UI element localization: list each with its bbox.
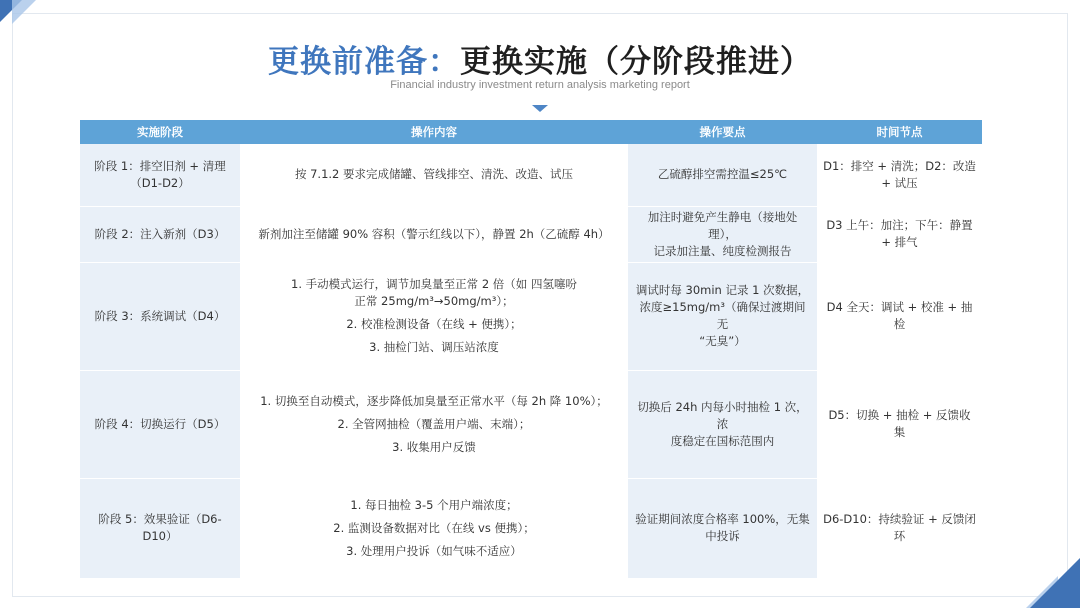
key-point-text: 加注时避免产生静电（接地处理）， — [647, 209, 798, 241]
time-text: D3 上午：加注；下午：静置 — [826, 218, 973, 232]
stage-cell — [80, 262, 240, 370]
time-cell — [817, 478, 982, 578]
key-point-text: 乙硫醇排空需控温≤25℃ — [657, 167, 788, 182]
content-item: 3. 收集用户反馈 — [392, 439, 476, 454]
table-header-row — [80, 120, 982, 144]
content-item: 1. 切换至自动模式，逐步降低加臭量至正常水平（每 2h 降 10%）； — [260, 393, 608, 408]
content-item: 3. 抽检门站、调压站浓度 — [369, 340, 499, 354]
page-title-main: 更换实施（分阶段推进） — [460, 44, 812, 80]
time-text: D5：切换 + 抽检 + 反馈收集 — [828, 408, 971, 439]
stage-text: 阶段 3：系统调试（D4） — [94, 308, 226, 323]
content-item: 1. 每日抽检 3-5 个用户端浓度； — [350, 497, 518, 512]
table-row — [80, 144, 982, 206]
content-text: 按 7.1.2 要求完成储罐、管线排空、清洗、改造、试压 — [294, 167, 574, 182]
down-arrow-icon — [532, 105, 548, 112]
time-text: D4 全天：调试 + 校准 + 抽检 — [826, 300, 973, 331]
corner-decoration-top-left-light — [12, 0, 36, 24]
key-point-text: 调试时每 30min 记录 1 次数据， — [635, 283, 810, 297]
content-cell — [240, 206, 628, 262]
content-item: 2. 全管网抽检（覆盖用户端、末端）； — [337, 416, 531, 431]
page-title — [0, 36, 1080, 81]
time-text: + 排气 — [881, 235, 918, 249]
content-text: 新剂加注至储罐 90% 容积（警示红线以下），静置 2h（乙硫醇 4h） — [258, 226, 610, 241]
key-point-cell — [628, 370, 817, 478]
key-point-text: 中投诉 — [705, 529, 740, 543]
key-point-text: 度稳定在国标范围内 — [670, 433, 775, 448]
header-key-points: 操作要点 — [628, 120, 817, 144]
table-row — [80, 370, 982, 478]
time-text: + 试压 — [881, 175, 918, 190]
stage-text: 阶段 2：注入新剂（D3） — [94, 226, 226, 241]
stage-text: 阶段 1：排空旧剂 + 清理 — [94, 158, 226, 173]
content-cell — [240, 478, 628, 578]
time-cell — [817, 144, 982, 206]
page-subtitle: Financial industry investment return analysis marketing report — [390, 79, 690, 91]
corner-decoration-bottom-right — [1030, 558, 1080, 608]
content-cell — [240, 370, 628, 478]
table-row — [80, 478, 982, 578]
content-cell — [240, 262, 628, 370]
stage-cell — [80, 144, 240, 206]
time-text: D1：排空 + 清洗；D2：改造 — [823, 158, 976, 173]
key-point-text: “无臭”） — [699, 334, 746, 348]
key-point-text: 记录加注量、纯度检测报告 — [653, 243, 792, 258]
content-item: 2. 监测设备数据对比（在线 vs 便携）； — [333, 520, 535, 535]
stage-cell — [80, 206, 240, 262]
stage-text: （D1-D2） — [130, 175, 190, 190]
page-title-prefix: 更换前准备： — [268, 44, 460, 80]
key-point-text: 切换后 24h 内每小时抽检 1 次，浓 — [637, 399, 808, 431]
key-point-cell — [628, 144, 817, 206]
header-time: 时间节点 — [817, 120, 982, 144]
stage-cell — [80, 478, 240, 578]
header-stage: 实施阶段 — [80, 120, 240, 144]
stage-text: 阶段 5：效果验证（D6-D10） — [98, 512, 222, 543]
time-text: D6-D10：持续验证 + 反馈闭 — [823, 512, 976, 526]
stage-cell — [80, 370, 240, 478]
key-point-text: 验证期间浓度合格率 100%，无集 — [635, 512, 810, 526]
key-point-cell — [628, 262, 817, 370]
time-cell — [817, 370, 982, 478]
implementation-plan-table — [80, 120, 982, 579]
time-text: 环 — [893, 529, 906, 543]
content-item: 1. 手动模式运行，调节加臭量至正常 2 倍（如 四氢噻吩 正常 25mg/m³→50mg/m³）； — [291, 277, 577, 308]
stage-text: 阶段 4：切换运行（D5） — [94, 416, 226, 431]
time-cell — [817, 206, 982, 262]
table-row — [80, 206, 982, 262]
key-point-cell — [628, 206, 817, 262]
header-content: 操作内容 — [240, 120, 628, 144]
content-cell — [240, 144, 628, 206]
content-item: 2. 校准检测设备（在线 + 便携）； — [346, 317, 522, 331]
content-item: 3. 处理用户投诉（如气味不适应） — [346, 543, 522, 558]
table-row — [80, 262, 982, 370]
key-point-text: 浓度≥15mg/m³（确保过渡期间无 — [639, 300, 806, 331]
time-cell — [817, 262, 982, 370]
key-point-cell — [628, 478, 817, 578]
